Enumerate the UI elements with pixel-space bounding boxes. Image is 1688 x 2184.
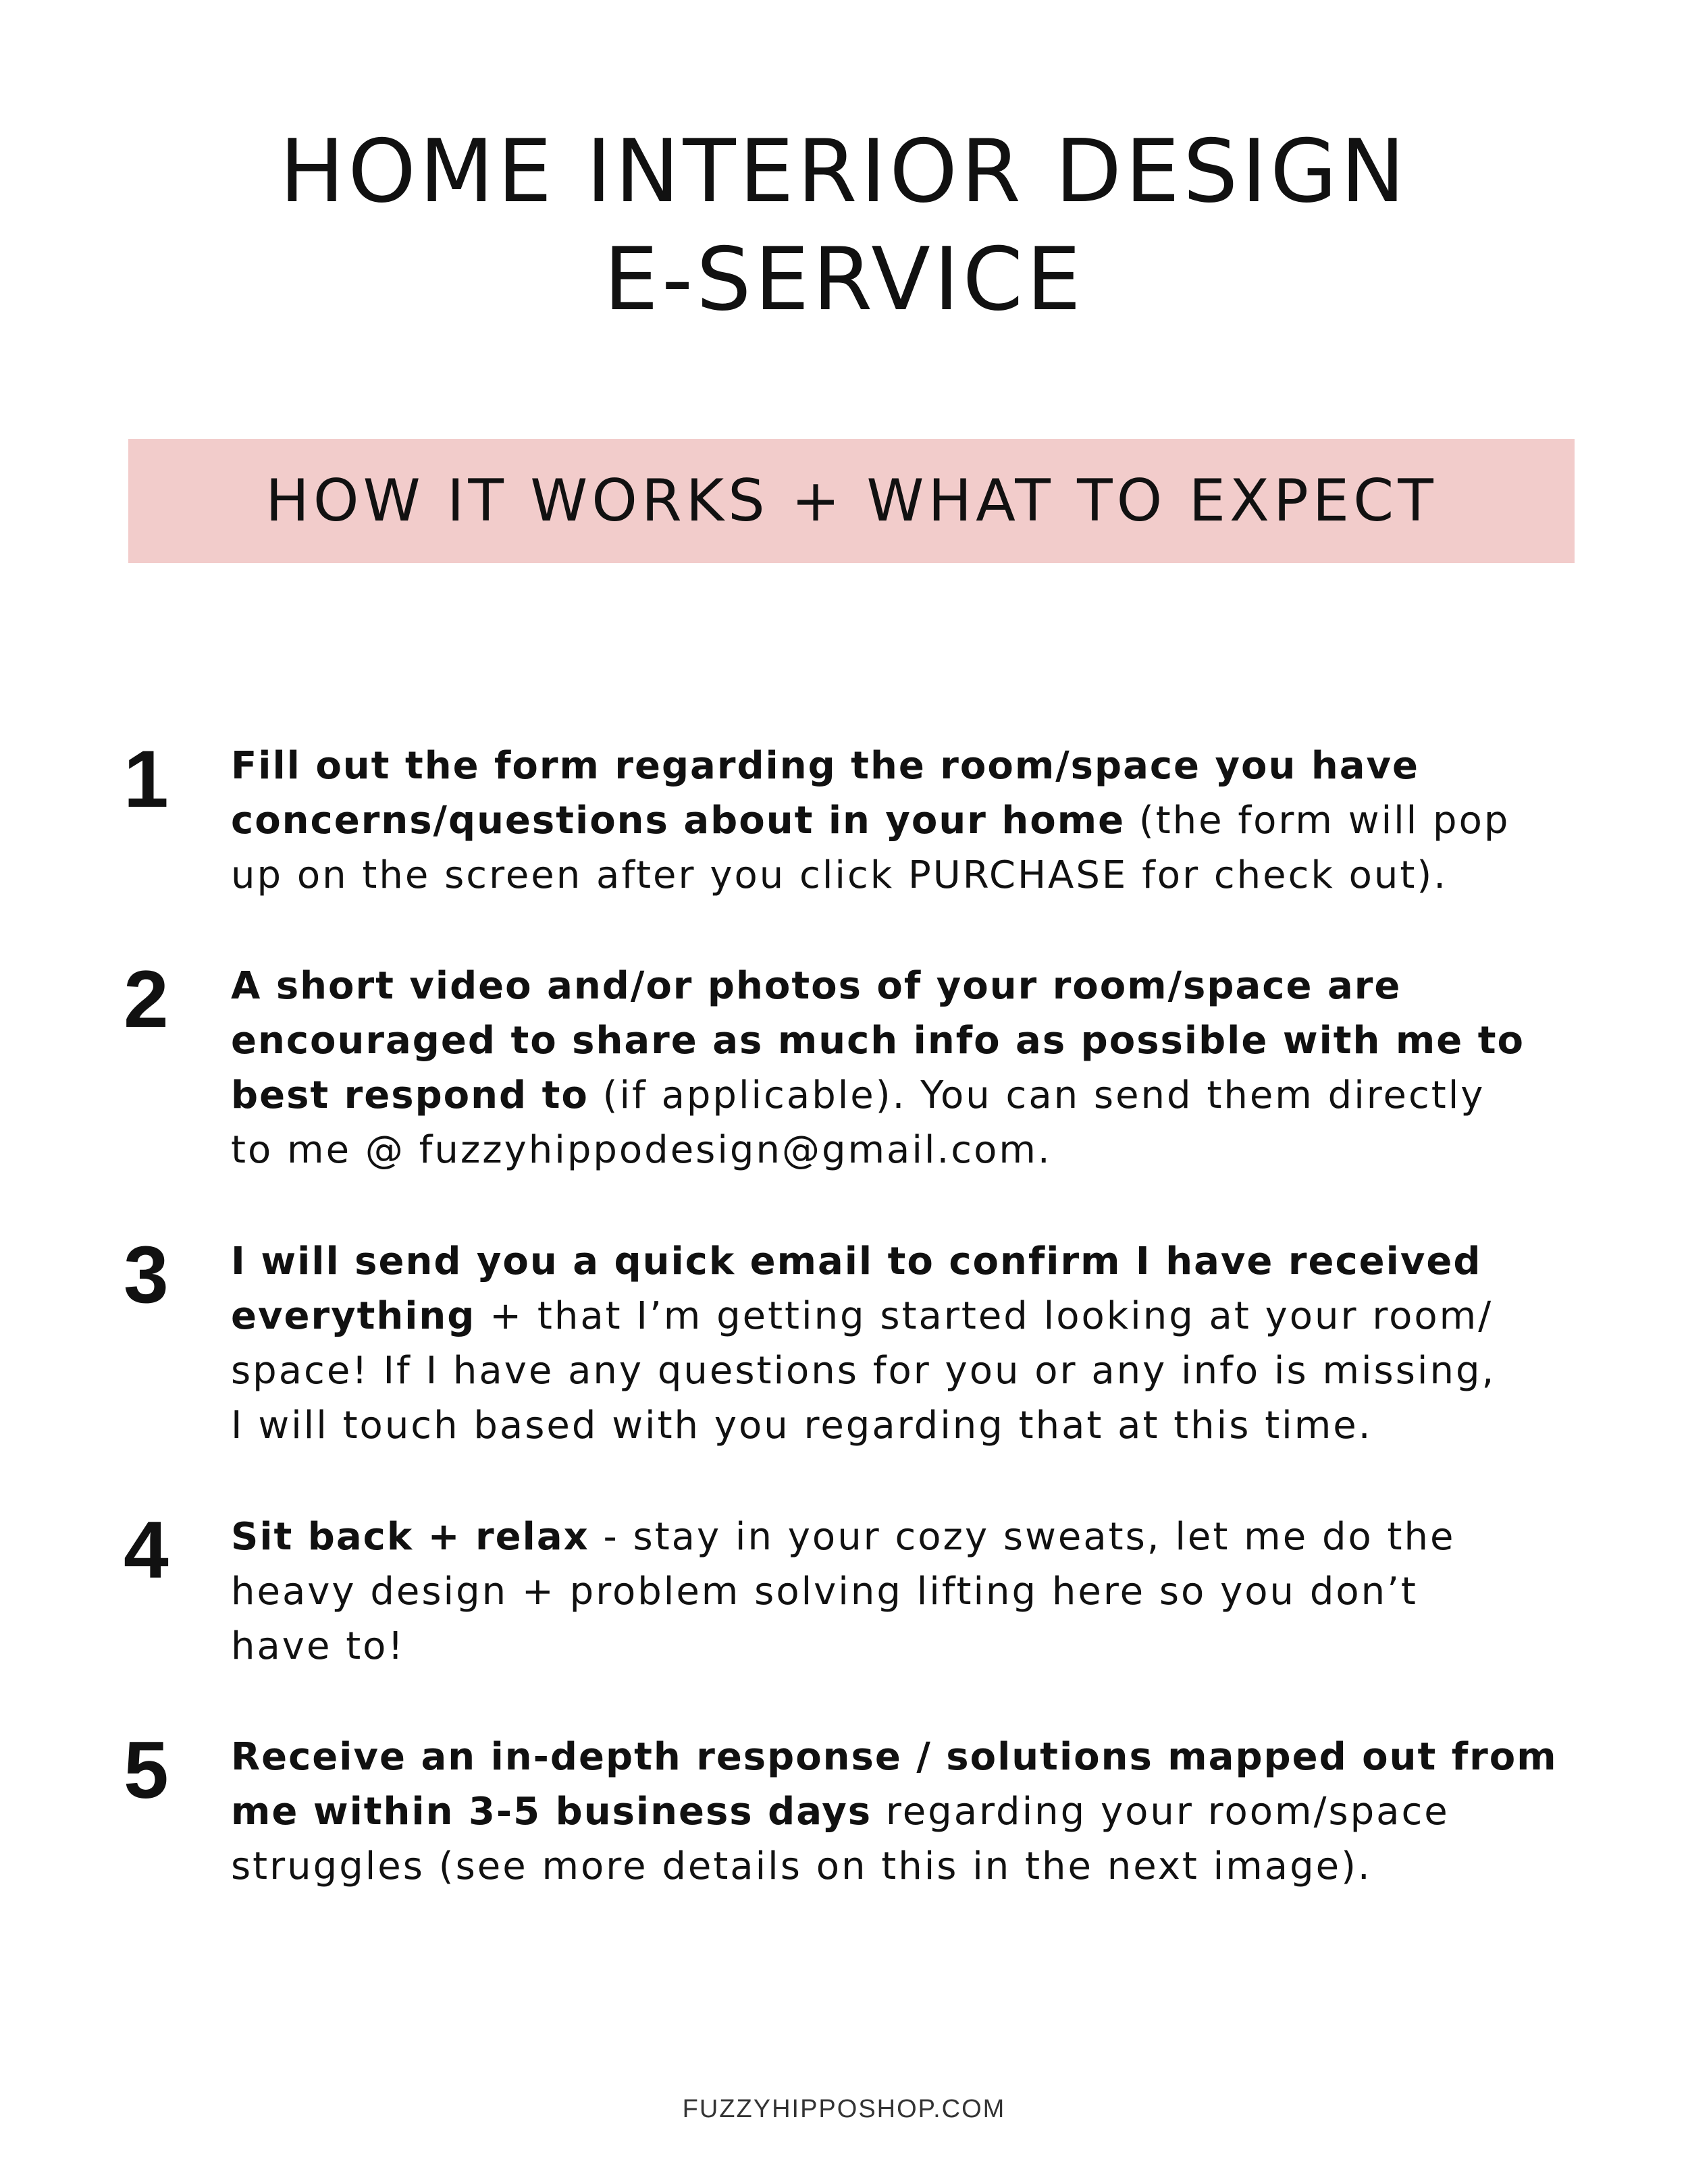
step-line: Sit back + relax - stay in your cozy sweats, let me do the (231, 1515, 1456, 1559)
section-banner (128, 439, 1575, 563)
step-line: me within 3-5 business days regarding your room/space (231, 1790, 1450, 1834)
step-number: 3 (124, 1229, 169, 1320)
step-line: Receive an in-depth response / solutions mapped out from (231, 1735, 1558, 1779)
step-line: concerns/questions about in your home (the form will pop (231, 799, 1510, 843)
step-line: encouraged to share as much info as possible with me to (231, 1019, 1525, 1063)
step-line: A short video and/or photos of your room/space are (231, 964, 1402, 1008)
step-text (231, 1234, 1575, 1453)
step-text (231, 1730, 1575, 1894)
step-text (231, 1510, 1575, 1674)
title-line-2: E-SERVICE (604, 230, 1084, 330)
step-number: 4 (124, 1505, 169, 1595)
step-line: have to! (231, 1624, 405, 1668)
banner-text: HOW IT WORKS + WHAT TO EXPECT (265, 467, 1438, 535)
step-number: 2 (124, 954, 169, 1044)
page-title (0, 118, 1688, 334)
step-line: I will send you a quick email to confirm I have received (231, 1240, 1482, 1283)
title-line-1: HOME INTERIOR DESIGN (280, 122, 1408, 222)
step-line: space! If I have any questions for you or any info is missing, (231, 1349, 1496, 1393)
step-number: 5 (124, 1725, 169, 1815)
step-line: I will touch based with you regarding that at this time. (231, 1404, 1373, 1447)
step-line: heavy design + problem solving lifting here so you don’t (231, 1570, 1418, 1614)
step-line: to me @ fuzzyhippodesign@gmail.com. (231, 1128, 1052, 1172)
step-text (231, 959, 1575, 1177)
step-text (231, 739, 1575, 903)
footer-website: FUZZYHIPPOSHOP.COM (682, 2095, 1006, 2123)
step-number: 1 (124, 734, 169, 824)
step-line: best respond to (if applicable). You can send them directly (231, 1073, 1485, 1117)
step-line: Fill out the form regarding the room/space you have (231, 744, 1420, 788)
step-line: up on the screen after you click PURCHASE for check out). (231, 853, 1448, 897)
step-line: struggles (see more details on this in the next image). (231, 1844, 1372, 1888)
step-line: everything + that I’m getting started looking at your room/ (231, 1294, 1494, 1338)
